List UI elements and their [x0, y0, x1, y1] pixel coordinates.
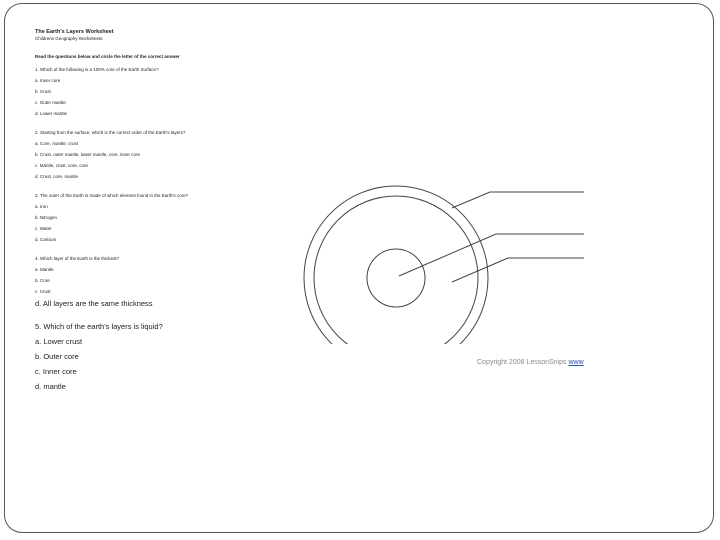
question-1-option-a: a. Inner core: [35, 78, 61, 83]
question-5-option-b: b. Outer core: [35, 352, 79, 361]
question-1-option-d: d. Lower mantle: [35, 111, 68, 116]
copyright-notice: [477, 359, 584, 366]
question-5-option-c: c. Inner core: [35, 367, 77, 376]
question-3: 3. The outer of the Earth is made of which element found in the Earth's core?: [35, 193, 189, 198]
question-3-option-a: a. Iron: [35, 204, 48, 209]
question-2-option-c: c. Mantle, crust, core, core: [35, 163, 89, 168]
label-line-3-diagonal: [452, 258, 508, 282]
core-circle: [367, 249, 425, 307]
question-4-option-c: c. Crust: [35, 289, 51, 294]
question-4-option-a: a. Mantle: [35, 267, 54, 272]
earth-layers-diagram: [280, 164, 600, 344]
copyright-link[interactable]: www: [568, 359, 584, 366]
question-1-option-c: c. Outer mantle: [35, 100, 66, 105]
question-2-option-b: b. Crust, outer mantle, lower mantle, core, inner core: [35, 152, 141, 157]
question-3-option-d: d. Calcium: [35, 237, 57, 242]
worksheet-subtitle: Childrens Geography Worksheets: [35, 36, 103, 41]
worksheet-title: The Earth's Layers Worksheet: [35, 29, 114, 35]
worksheet-slide: [4, 3, 714, 533]
question-3-option-c: c. Water: [35, 226, 52, 231]
question-5-option-a: a. Lower crust: [35, 337, 83, 346]
question-1: 1. Which of the following is a 100% core of the Earth Surface?: [35, 67, 159, 72]
question-4-option-d: d. All layers are the same thickness: [35, 299, 153, 308]
question-2: 2. Starting from the surface, which is the correct order of the Earth's layers?: [35, 130, 186, 135]
question-3-option-b: b. Nitrogen: [35, 215, 58, 220]
question-4: 4. Which layer of the Earth is the thickest?: [35, 256, 120, 261]
question-5: 5. Which of the earth's layers is liquid?: [35, 322, 163, 331]
question-1-option-b: b. Crust: [35, 89, 51, 94]
label-line-1-diagonal: [452, 192, 490, 208]
crust-circle: [304, 186, 488, 344]
question-2-option-a: a. Core, mantle, crust: [35, 141, 79, 146]
question-2-option-d: d. Crust, core, mantle: [35, 174, 79, 179]
question-5-option-d: d. mantle: [35, 382, 66, 391]
worksheet-instructions: Read the questions below and circle the letter of the correct answer: [35, 54, 180, 59]
mantle-circle: [314, 196, 478, 344]
copyright-text: Copyright 2008 LessonSnips: [477, 359, 567, 366]
question-4-option-b: b. Core: [35, 278, 50, 283]
